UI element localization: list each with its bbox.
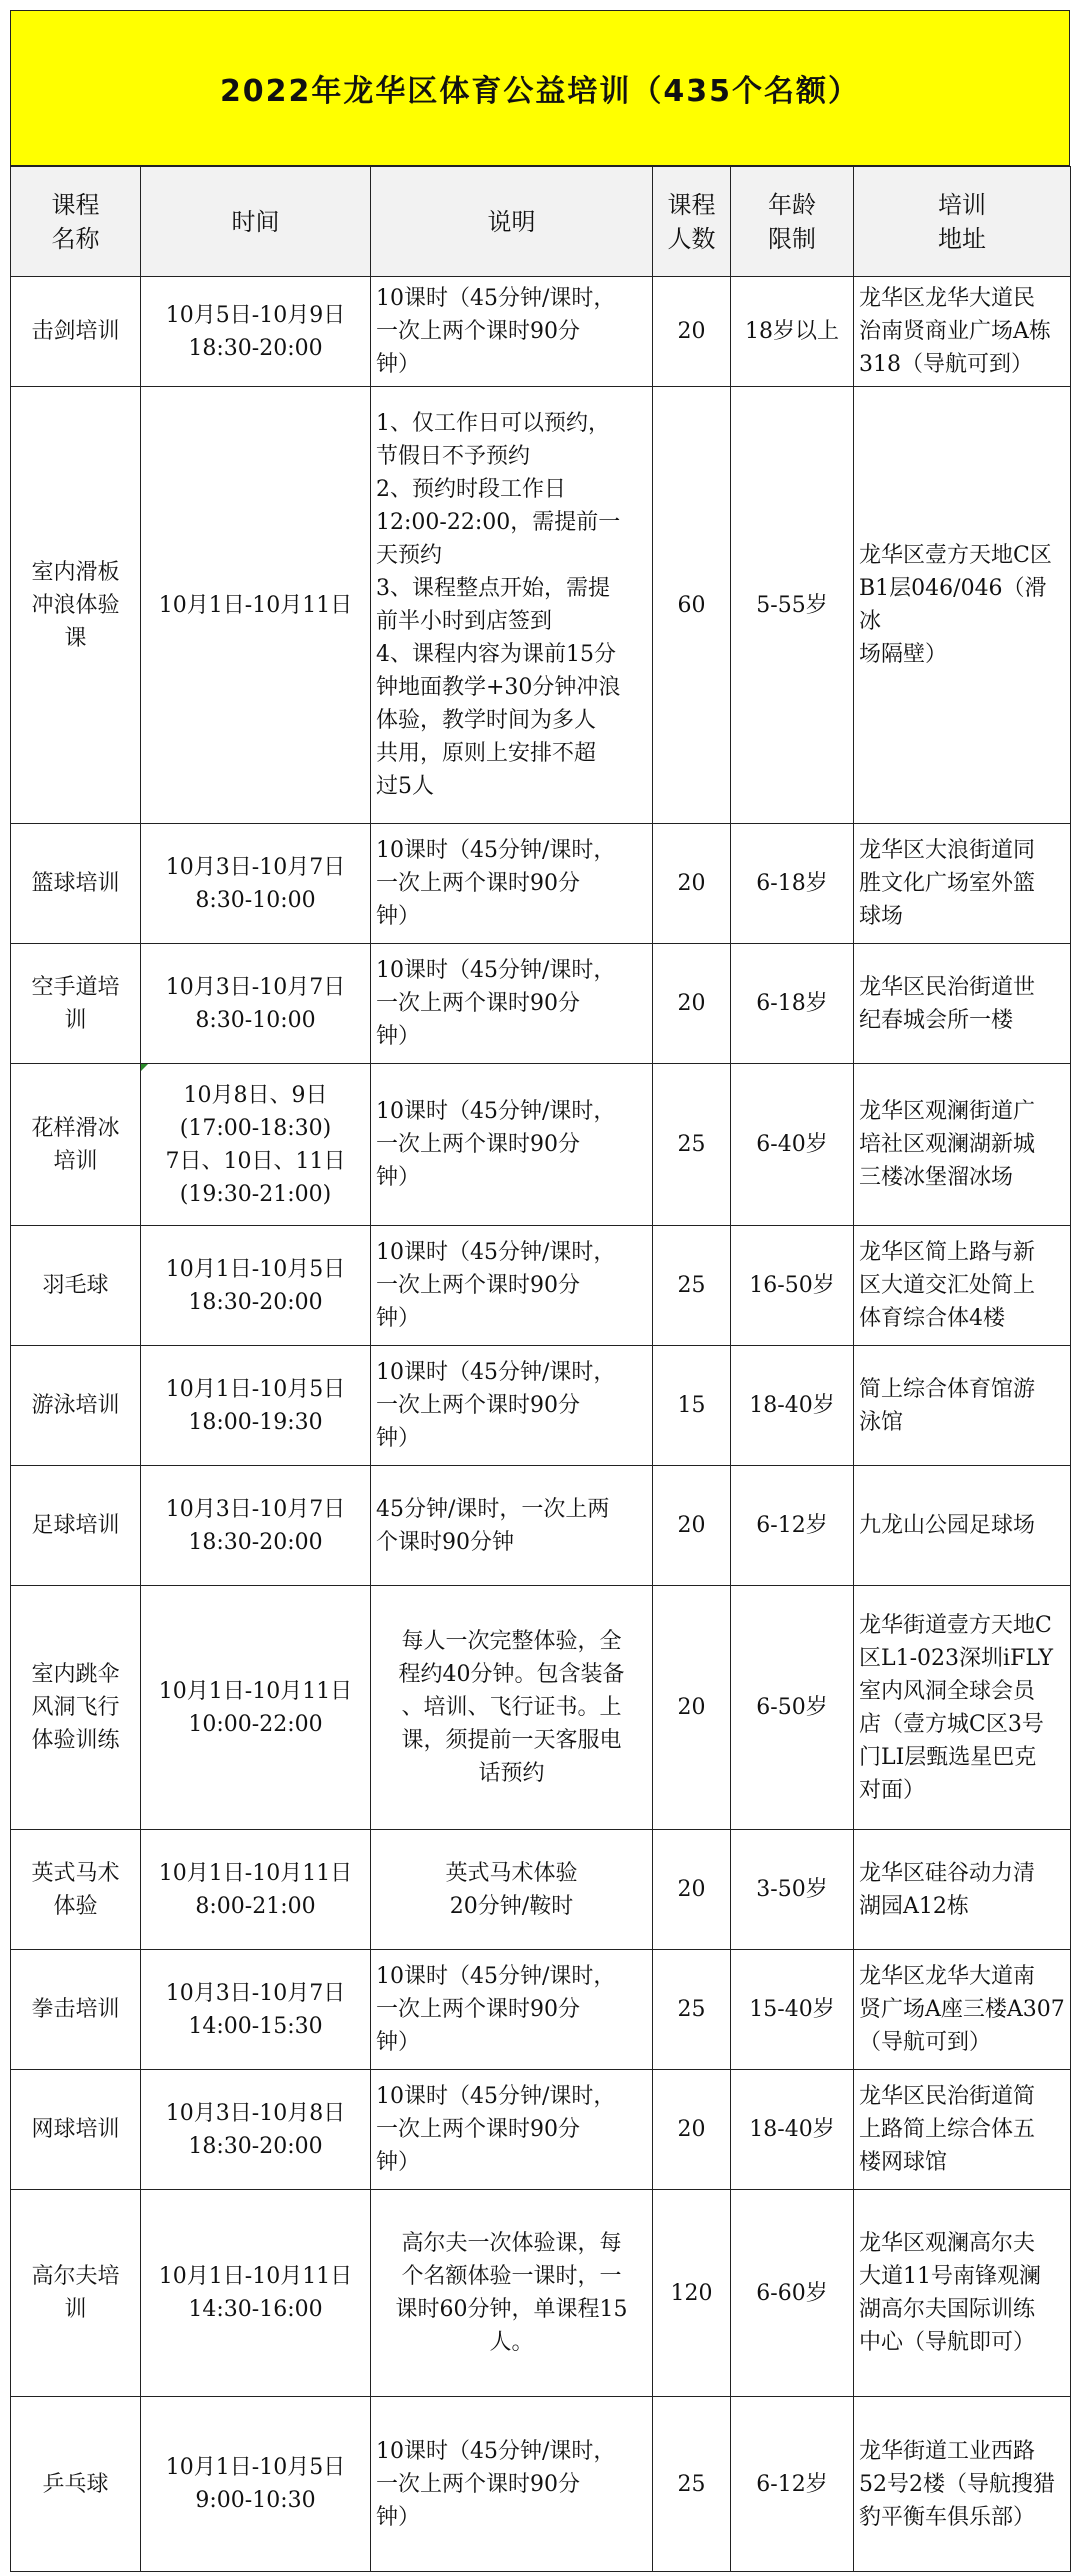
course-name-cell <box>11 1586 141 1830</box>
text-line: 龙华区观澜街道广 <box>859 1099 1036 1124</box>
text-line: 10月3日-10月7日 <box>165 1496 346 1522</box>
text-line: 、培训、飞行证书。上 <box>401 1695 622 1720</box>
text-line: 区大道交汇处简上 <box>859 1273 1036 1298</box>
capacity-cell: 20 <box>653 944 731 1064</box>
table-row <box>11 1226 1071 1346</box>
address-cell <box>854 2190 1071 2397</box>
text-line: 钟） <box>376 352 421 377</box>
text-line: 钟） <box>376 1165 421 1190</box>
text-line: 上路简上综合体五 <box>859 2117 1036 2142</box>
description-cell <box>371 1064 653 1226</box>
text-line: 天预约 <box>376 543 443 568</box>
text-line: 龙华区龙华大道民 <box>859 286 1036 311</box>
capacity-cell: 20 <box>653 2070 731 2190</box>
age-limit-cell: 6-40岁 <box>731 1064 854 1226</box>
text-line: 训 <box>64 1007 87 1033</box>
course-name-cell <box>11 824 141 944</box>
time-cell <box>141 824 371 944</box>
time-cell <box>141 2070 371 2190</box>
text-line: 20分钟/鞍时 <box>449 1893 574 1919</box>
table-row <box>11 2397 1071 2572</box>
text-line: 10课时（45分钟/课时， <box>376 1240 616 1265</box>
table-row <box>11 824 1071 944</box>
capacity-cell: 25 <box>653 1226 731 1346</box>
text-line: 10月3日-10月7日 <box>165 974 346 1000</box>
text-line: 贤广场A座三楼A307 <box>859 1997 1065 2022</box>
text-line: 网球培训 <box>31 2117 120 2142</box>
text-line: 地址 <box>938 224 986 253</box>
text-line: 龙华区壹方天地C区 <box>859 543 1052 568</box>
address-cell <box>854 1346 1071 1466</box>
text-line: 花样滑冰 <box>31 1115 120 1141</box>
time-cell <box>141 2190 371 2397</box>
age-limit-cell: 18岁以上 <box>731 277 854 387</box>
text-line: 一次上两个课时90分 <box>376 319 580 344</box>
description-cell <box>371 277 653 387</box>
text-line: 限制 <box>768 224 816 253</box>
capacity-cell: 15 <box>653 1346 731 1466</box>
text-line: 14:30-16:00 <box>188 2297 323 2322</box>
time-cell <box>141 1226 371 1346</box>
course-name-cell <box>11 277 141 387</box>
course-name-cell <box>11 1466 141 1586</box>
address-cell <box>854 1830 1071 1950</box>
text-line: 乒乓球 <box>42 2471 109 2497</box>
text-line: 龙华区龙华大道南 <box>859 1964 1036 1989</box>
description-cell <box>371 944 653 1064</box>
age-limit-cell: 3-50岁 <box>731 1830 854 1950</box>
text-line: 18:00-19:30 <box>188 1409 323 1435</box>
address-cell <box>854 824 1071 944</box>
header-desc <box>371 167 653 277</box>
course-name-cell <box>11 2190 141 2397</box>
address-cell <box>854 2397 1071 2572</box>
table-row <box>11 1830 1071 1950</box>
text-line: 9:00-10:30 <box>195 2488 316 2513</box>
time-cell <box>141 1064 371 1226</box>
text-line: 龙华街道壹方天地C <box>859 1612 1052 1638</box>
description-cell <box>371 387 653 824</box>
age-limit-cell: 6-12岁 <box>731 1466 854 1586</box>
text-line: 4、课程内容为课前15分 <box>376 642 616 667</box>
age-limit-cell: 6-18岁 <box>731 824 854 944</box>
address-cell <box>854 1586 1071 1830</box>
text-line: 室内风洞全球会员 <box>859 1678 1036 1704</box>
time-cell <box>141 277 371 387</box>
capacity-cell: 20 <box>653 1586 731 1830</box>
text-line: 豹平衡车俱乐部） <box>859 2504 1036 2530</box>
course-name-cell <box>11 387 141 824</box>
text-line: 英式马术 <box>31 1860 120 1886</box>
text-line: 治南贤商业广场A栋 <box>859 319 1051 344</box>
text-line: 共用，原则上安排不超 <box>376 741 597 766</box>
text-line: 人。 <box>489 2330 534 2355</box>
text-line: 钟） <box>376 2030 421 2055</box>
time-cell <box>141 944 371 1064</box>
sheet-title: 2022年龙华区体育公益培训（435个名额） <box>10 10 1070 166</box>
text-line: 钟） <box>376 1024 421 1049</box>
text-line: 1、仅工作日可以预约， <box>376 411 610 436</box>
table-row <box>11 1064 1071 1226</box>
text-line: 一次上两个课时90分 <box>376 1393 580 1418</box>
text-line: 个名额体验一课时，一 <box>401 2264 622 2289</box>
text-line: 课，须提前一天客服电 <box>401 1728 622 1753</box>
text-line: 体育综合体4楼 <box>859 1306 1005 1331</box>
header-name <box>11 167 141 277</box>
text-line: 2、预约时段工作日 <box>376 477 566 502</box>
text-line: 钟地面教学+30分钟冲浪 <box>376 675 621 700</box>
text-line: 高尔夫培 <box>31 2264 120 2289</box>
table-row <box>11 2070 1071 2190</box>
text-line: 10课时（45分钟/课时， <box>376 1099 616 1124</box>
age-limit-cell: 6-12岁 <box>731 2397 854 2572</box>
text-line: 说明 <box>487 207 536 236</box>
text-line: 湖高尔夫国际训练 <box>859 2297 1036 2322</box>
capacity-cell: 20 <box>653 824 731 944</box>
text-line: 一次上两个课时90分 <box>376 1273 580 1298</box>
text-line: 一次上两个课时90分 <box>376 2471 580 2497</box>
course-name-cell <box>11 1346 141 1466</box>
description-cell <box>371 1226 653 1346</box>
header-age <box>731 167 854 277</box>
text-line: 10月1日-10月5日 <box>165 2455 346 2480</box>
capacity-cell: 20 <box>653 277 731 387</box>
text-line: 人数 <box>667 224 716 253</box>
text-line: 培训 <box>53 1148 98 1174</box>
text-line: 年龄 <box>768 190 816 219</box>
description-cell <box>371 1466 653 1586</box>
time-cell <box>141 1346 371 1466</box>
capacity-cell: 25 <box>653 2397 731 2572</box>
text-line: 一次上两个课时90分 <box>376 2117 580 2142</box>
time-cell <box>141 1950 371 2070</box>
comment-marker-icon <box>141 1064 148 1071</box>
text-line: 课 <box>64 625 87 651</box>
text-line: 10课时（45分钟/课时， <box>376 838 616 863</box>
text-line: 10课时（45分钟/课时， <box>376 1964 616 1989</box>
capacity-cell: 120 <box>653 2190 731 2397</box>
description-cell <box>371 1346 653 1466</box>
text-line: 体验，教学时间为多人 <box>376 708 597 733</box>
text-line: 10月1日-10月5日 <box>165 1376 346 1402</box>
text-line: 中心（导航即可） <box>859 2330 1036 2355</box>
text-line: 10课时（45分钟/课时， <box>376 286 616 311</box>
text-line: 楼网球馆 <box>859 2150 948 2175</box>
text-line: (19:30-21:00) <box>179 1181 332 1207</box>
text-line: 胜文化广场室外篮 <box>859 871 1036 896</box>
text-line: 钟） <box>376 2150 421 2175</box>
text-line: 篮球培训 <box>31 871 120 896</box>
time-cell <box>141 2397 371 2572</box>
text-line: 钟） <box>376 1426 421 1451</box>
text-line: 冲浪体验 <box>31 592 120 618</box>
text-line: 45分钟/课时，一次上两 <box>376 1496 610 1522</box>
text-line: 足球培训 <box>31 1513 120 1538</box>
table-row <box>11 277 1071 387</box>
text-line: 店（壹方城C区3号 <box>859 1711 1044 1737</box>
text-line: 九龙山公园足球场 <box>859 1513 1036 1538</box>
header-count <box>653 167 731 277</box>
text-line: 纪春城会所一楼 <box>859 1007 1014 1033</box>
text-line: 10:00-22:00 <box>188 1711 323 1737</box>
text-line: 室内滑板 <box>31 559 120 585</box>
text-line: 个课时90分钟 <box>376 1529 514 1555</box>
table-row <box>11 1466 1071 1586</box>
course-name-cell <box>11 1226 141 1346</box>
text-line: 培社区观澜湖新城 <box>859 1132 1036 1157</box>
text-line: 钟） <box>376 2504 421 2530</box>
course-name-cell <box>11 1950 141 2070</box>
text-line: 龙华区简上路与新 <box>859 1240 1036 1265</box>
capacity-cell: 60 <box>653 387 731 824</box>
text-line: 10月1日-10月11日 <box>158 1678 353 1704</box>
text-line: 一次上两个课时90分 <box>376 1132 580 1157</box>
table-row <box>11 1586 1071 1830</box>
header-addr <box>854 167 1071 277</box>
text-line: 龙华区观澜高尔夫 <box>859 2231 1036 2256</box>
text-line: 10月3日-10月7日 <box>165 1980 346 2006</box>
age-limit-cell: 6-18岁 <box>731 944 854 1064</box>
address-cell <box>854 2070 1071 2190</box>
text-line: 3、课程整点开始，需提 <box>376 576 610 601</box>
table-row <box>11 1950 1071 2070</box>
address-cell <box>854 1226 1071 1346</box>
age-limit-cell: 18-40岁 <box>731 2070 854 2190</box>
text-line: 门LI层甄选星巴克 <box>859 1744 1037 1770</box>
text-line: 一次上两个课时90分 <box>376 871 580 896</box>
age-limit-cell: 5-55岁 <box>731 387 854 824</box>
table-row <box>11 1346 1071 1466</box>
description-cell <box>371 2070 653 2190</box>
description-cell <box>371 1586 653 1830</box>
text-line: 7日、10日、11日 <box>165 1148 346 1174</box>
text-line: 10月1日-10月11日 <box>158 2264 353 2289</box>
text-line: 龙华区民治街道简 <box>859 2084 1036 2109</box>
text-line: 击剑培训 <box>31 319 120 344</box>
text-line: 18:30-20:00 <box>188 2133 323 2159</box>
text-line: 球场 <box>859 904 904 929</box>
text-line: 龙华街道工业西路 <box>859 2438 1036 2464</box>
text-line: 8:30-10:00 <box>195 887 316 913</box>
text-line: 名称 <box>51 224 100 253</box>
text-line: 龙华区大浪街道同 <box>859 838 1036 863</box>
text-line: 10月3日-10月7日 <box>165 854 346 880</box>
text-line: 一次上两个课时90分 <box>376 1997 580 2022</box>
capacity-cell: 20 <box>653 1466 731 1586</box>
text-line: 10月1日-10月5日 <box>165 1256 346 1282</box>
table-row <box>11 2190 1071 2397</box>
capacity-cell: 25 <box>653 1064 731 1226</box>
text-line: 10课时（45分钟/课时， <box>376 958 616 983</box>
text-line: 训 <box>64 2297 87 2322</box>
course-name-cell <box>11 944 141 1064</box>
text-line: 拳击培训 <box>31 1997 120 2022</box>
text-line: 8:00-21:00 <box>195 1893 316 1919</box>
time-cell <box>141 1586 371 1830</box>
time-cell <box>141 1466 371 1586</box>
text-line: 318（导航可到） <box>859 352 1033 377</box>
text-line: 课程 <box>667 190 716 219</box>
time-cell <box>141 387 371 824</box>
address-cell <box>854 387 1071 824</box>
text-line: 14:00-15:30 <box>188 2013 323 2039</box>
text-line: 体验训练 <box>31 1728 120 1753</box>
text-line: 前半小时到店签到 <box>376 609 553 634</box>
text-line: 游泳培训 <box>31 1393 120 1418</box>
course-name-cell <box>11 2397 141 2572</box>
text-line: 程约40分钟。包含装备 <box>398 1662 625 1687</box>
description-cell <box>371 1830 653 1950</box>
text-line: 湖园A12栋 <box>859 1893 969 1919</box>
address-cell <box>854 1064 1071 1226</box>
text-line: 52号2楼（导航搜猎 <box>859 2471 1055 2497</box>
text-line: 培训 <box>938 190 986 219</box>
text-line: 课程 <box>51 190 100 219</box>
text-line: 10课时（45分钟/课时， <box>376 1360 616 1385</box>
age-limit-cell: 18-40岁 <box>731 1346 854 1466</box>
text-line: 话预约 <box>478 1761 545 1786</box>
text-line: 10月5日-10月9日 <box>165 302 346 328</box>
time-cell <box>141 1830 371 1950</box>
course-name-cell <box>11 1830 141 1950</box>
text-line: B1层046/046（滑冰 <box>859 576 1047 634</box>
text-line: 10课时（45分钟/课时， <box>376 2084 616 2109</box>
text-line: 过5人 <box>376 774 434 799</box>
address-cell <box>854 1466 1071 1586</box>
text-line: 18:30-20:00 <box>188 335 323 361</box>
text-line: 时间 <box>231 207 280 236</box>
course-name-cell <box>11 2070 141 2190</box>
text-line: 12:00-22:00，需提前一 <box>376 510 621 535</box>
text-line: 龙华区硅谷动力清 <box>859 1860 1036 1886</box>
training-table <box>10 166 1071 2572</box>
text-line: 高尔夫一次体验课，每 <box>401 2231 622 2256</box>
course-name-cell <box>11 1064 141 1226</box>
capacity-cell: 20 <box>653 1830 731 1950</box>
text-line: 体验 <box>53 1893 98 1919</box>
table-row <box>11 387 1071 824</box>
text-line: 节假日不予预约 <box>376 444 531 469</box>
text-line: 10月3日-10月8日 <box>165 2100 346 2126</box>
text-line: 10月1日-10月11日 <box>158 592 353 618</box>
text-line: 三楼冰堡溜冰场 <box>859 1165 1014 1190</box>
text-line: 简上综合体育馆游 <box>859 1376 1036 1402</box>
text-line: 18:30-20:00 <box>188 1529 323 1555</box>
text-line: 对面） <box>859 1777 926 1803</box>
capacity-cell: 25 <box>653 1950 731 2070</box>
text-line: 龙华区民治街道世 <box>859 974 1036 1000</box>
text-line: 钟） <box>376 1306 421 1331</box>
description-cell <box>371 2190 653 2397</box>
text-line: 泳馆 <box>859 1409 904 1435</box>
address-cell <box>854 277 1071 387</box>
text-line: 大道11号南锋观澜 <box>859 2264 1041 2289</box>
text-line: 一次上两个课时90分 <box>376 991 580 1016</box>
text-line: 10月8日、9日 <box>183 1082 328 1108</box>
table-row <box>11 944 1071 1064</box>
description-cell <box>371 824 653 944</box>
text-line: 场隔壁） <box>859 642 948 667</box>
text-line: 8:30-10:00 <box>195 1007 316 1033</box>
text-line: (17:00-18:30) <box>179 1115 332 1141</box>
text-line: 区L1-023深圳iFLY <box>859 1645 1054 1671</box>
text-line: 10月1日-10月11日 <box>158 1860 353 1886</box>
text-line: 每人一次完整体验，全 <box>401 1629 622 1654</box>
header-row <box>11 167 1071 277</box>
text-line: 10课时（45分钟/课时， <box>376 2438 616 2464</box>
text-line: 英式马术体验 <box>445 1860 578 1886</box>
text-line: 钟） <box>376 904 421 929</box>
header-time <box>141 167 371 277</box>
age-limit-cell: 16-50岁 <box>731 1226 854 1346</box>
address-cell <box>854 1950 1071 2070</box>
description-cell <box>371 1950 653 2070</box>
text-line: （导航可到） <box>859 2030 992 2055</box>
text-line: 课时60分钟，单课程15 <box>395 2297 628 2322</box>
address-cell <box>854 944 1071 1064</box>
text-line: 风洞飞行 <box>31 1695 120 1720</box>
age-limit-cell: 15-40岁 <box>731 1950 854 2070</box>
age-limit-cell: 6-60岁 <box>731 2190 854 2397</box>
age-limit-cell: 6-50岁 <box>731 1586 854 1830</box>
text-line: 18:30-20:00 <box>188 1289 323 1315</box>
text-line: 室内跳伞 <box>31 1662 120 1687</box>
text-line: 羽毛球 <box>42 1273 109 1298</box>
text-line: 空手道培 <box>31 974 120 1000</box>
description-cell <box>371 2397 653 2572</box>
